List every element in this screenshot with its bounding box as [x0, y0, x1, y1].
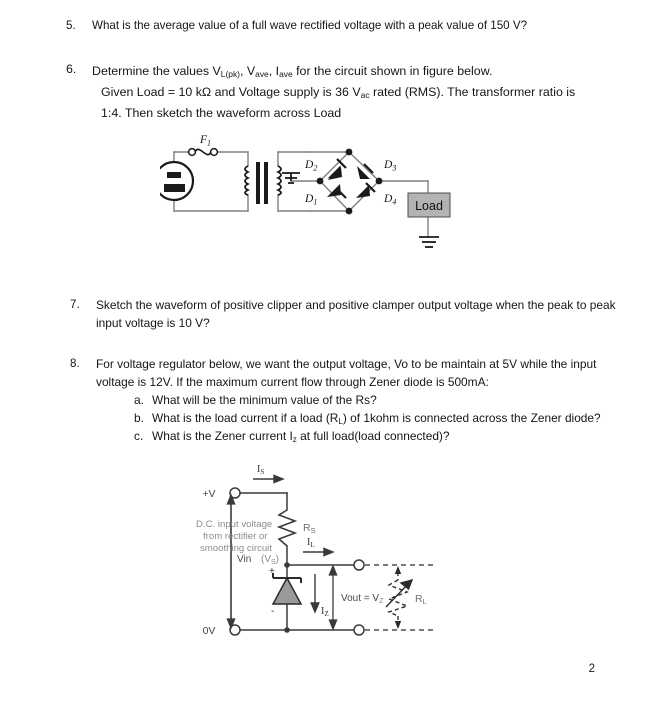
- il-label: $I_L$: [307, 537, 315, 550]
- bridge-nodes: [317, 149, 383, 215]
- question-8-text: [96, 355, 630, 445]
- plus-v-label: +V: [202, 488, 216, 500]
- diode-d3-label: $D_3$: [384, 159, 397, 173]
- question-6-number: 6.: [66, 62, 77, 76]
- question-7-number: 7.: [70, 298, 80, 311]
- question-7-line-1: Sketch the waveform of positive clipper and positive clamper output voltage when the peak to peak input voltage is 10 V?: [96, 298, 616, 330]
- fuse-symbol: [189, 149, 218, 156]
- fuse-label: $F_1$: [200, 134, 212, 148]
- dc-input-note-line1: D.C. input voltage: [196, 519, 273, 530]
- zener-regulator-svg: [193, 462, 513, 642]
- zener-plus-label: +: [269, 566, 275, 577]
- question-7-text: [96, 296, 630, 332]
- rs-resistor: [279, 510, 295, 546]
- subpart-b-marker: b.: [134, 411, 144, 425]
- zener-regulator-figure: [193, 462, 513, 647]
- iz-arrow: [311, 574, 319, 612]
- output-terminal-top: [354, 560, 364, 570]
- subpart-b-text: What is the load current if a load $(R_L)$ of 1kohm is connected across the Zener diode?: [152, 411, 601, 426]
- ac-source-symbol: [160, 162, 193, 200]
- diode-d2-label: $D_2$: [305, 159, 318, 173]
- zero-v-label: 0V: [202, 625, 216, 637]
- question-6-line-2: Given Load = 10 kΩ and Voltage supply is 36 $V_{ac}$ rated (RMS). The transformer ratio is: [101, 85, 576, 100]
- vs-label: $(V_S)$: [261, 554, 280, 566]
- question-5: [66, 17, 626, 35]
- question-7: [70, 296, 630, 332]
- is-label: $I_S$: [257, 464, 265, 477]
- subpart-c-marker: c.: [134, 429, 144, 443]
- subpart-a-marker: a.: [134, 393, 144, 407]
- il-arrow: [303, 548, 333, 555]
- diode-d3-symbol: [357, 164, 373, 179]
- is-arrow: [253, 475, 283, 482]
- question-5-line-1: What is the average value of a full wave rectified voltage with a peak value of 150 V?: [92, 19, 528, 32]
- bridge-rectifier-svg: [160, 133, 520, 281]
- zener-minus-label: -: [271, 606, 275, 617]
- transformer-symbol: [245, 162, 281, 204]
- ground-symbol-load: [419, 237, 439, 247]
- question-6-line-1: Determine the values $V_{L(pk)}$, $V_{ave}$, $I_{ave}$ for the circuit shown in figure below.: [92, 64, 493, 79]
- diode-d4-label: $D_4$: [384, 193, 397, 207]
- question-5-text: [92, 17, 527, 35]
- diode-d4-symbol: [356, 183, 375, 198]
- question-8-subpart-c: [134, 427, 630, 445]
- question-8-number: 8.: [70, 357, 80, 370]
- question-8-line-1: For voltage regulator below, we want the output voltage, Vo to be maintain at 5V while the input voltage is 12V. If the maximum current flow through Zener diode is 500mA:: [96, 357, 597, 389]
- rs-label: $R_S$: [303, 522, 316, 536]
- subpart-c-text: What is the Zener current $I_z$ at full load(load connected)?: [152, 429, 450, 444]
- vout-arrow: [329, 566, 336, 629]
- dc-input-note-line2: from rectifier or: [203, 531, 268, 542]
- dc-input-note-line3: smoothing circuit: [200, 543, 272, 554]
- question-8: [70, 355, 630, 445]
- subpart-a-text: What will be the minimum value of the Rs?: [152, 393, 377, 407]
- load-label: Load: [415, 199, 443, 213]
- diode-d2-symbol: [328, 159, 347, 180]
- page-number: 2: [588, 663, 595, 675]
- zener-diode-symbol: [273, 573, 301, 604]
- diode-d1-label: $D_1$: [305, 193, 318, 207]
- question-8-subparts: [96, 391, 630, 445]
- question-5-number: 5.: [66, 19, 76, 32]
- output-terminal-bottom: [354, 625, 364, 635]
- load-box: [408, 193, 450, 217]
- rl-label: $R_L$: [415, 593, 427, 607]
- vin-label: Vin: [237, 554, 252, 565]
- iz-label: $I_Z$: [321, 606, 329, 619]
- question-6: [66, 61, 626, 124]
- question-8-subpart-a: [134, 391, 630, 409]
- vin-arrow: [227, 495, 234, 628]
- question-8-subpart-b: [134, 409, 630, 427]
- vout-label: Vout = $V_Z$: [341, 593, 384, 606]
- bridge-rectifier-figure: [160, 133, 520, 286]
- question-6-line-3: 1:4. Then sketch the waveform across Load: [101, 106, 342, 120]
- question-6-text: [92, 61, 575, 124]
